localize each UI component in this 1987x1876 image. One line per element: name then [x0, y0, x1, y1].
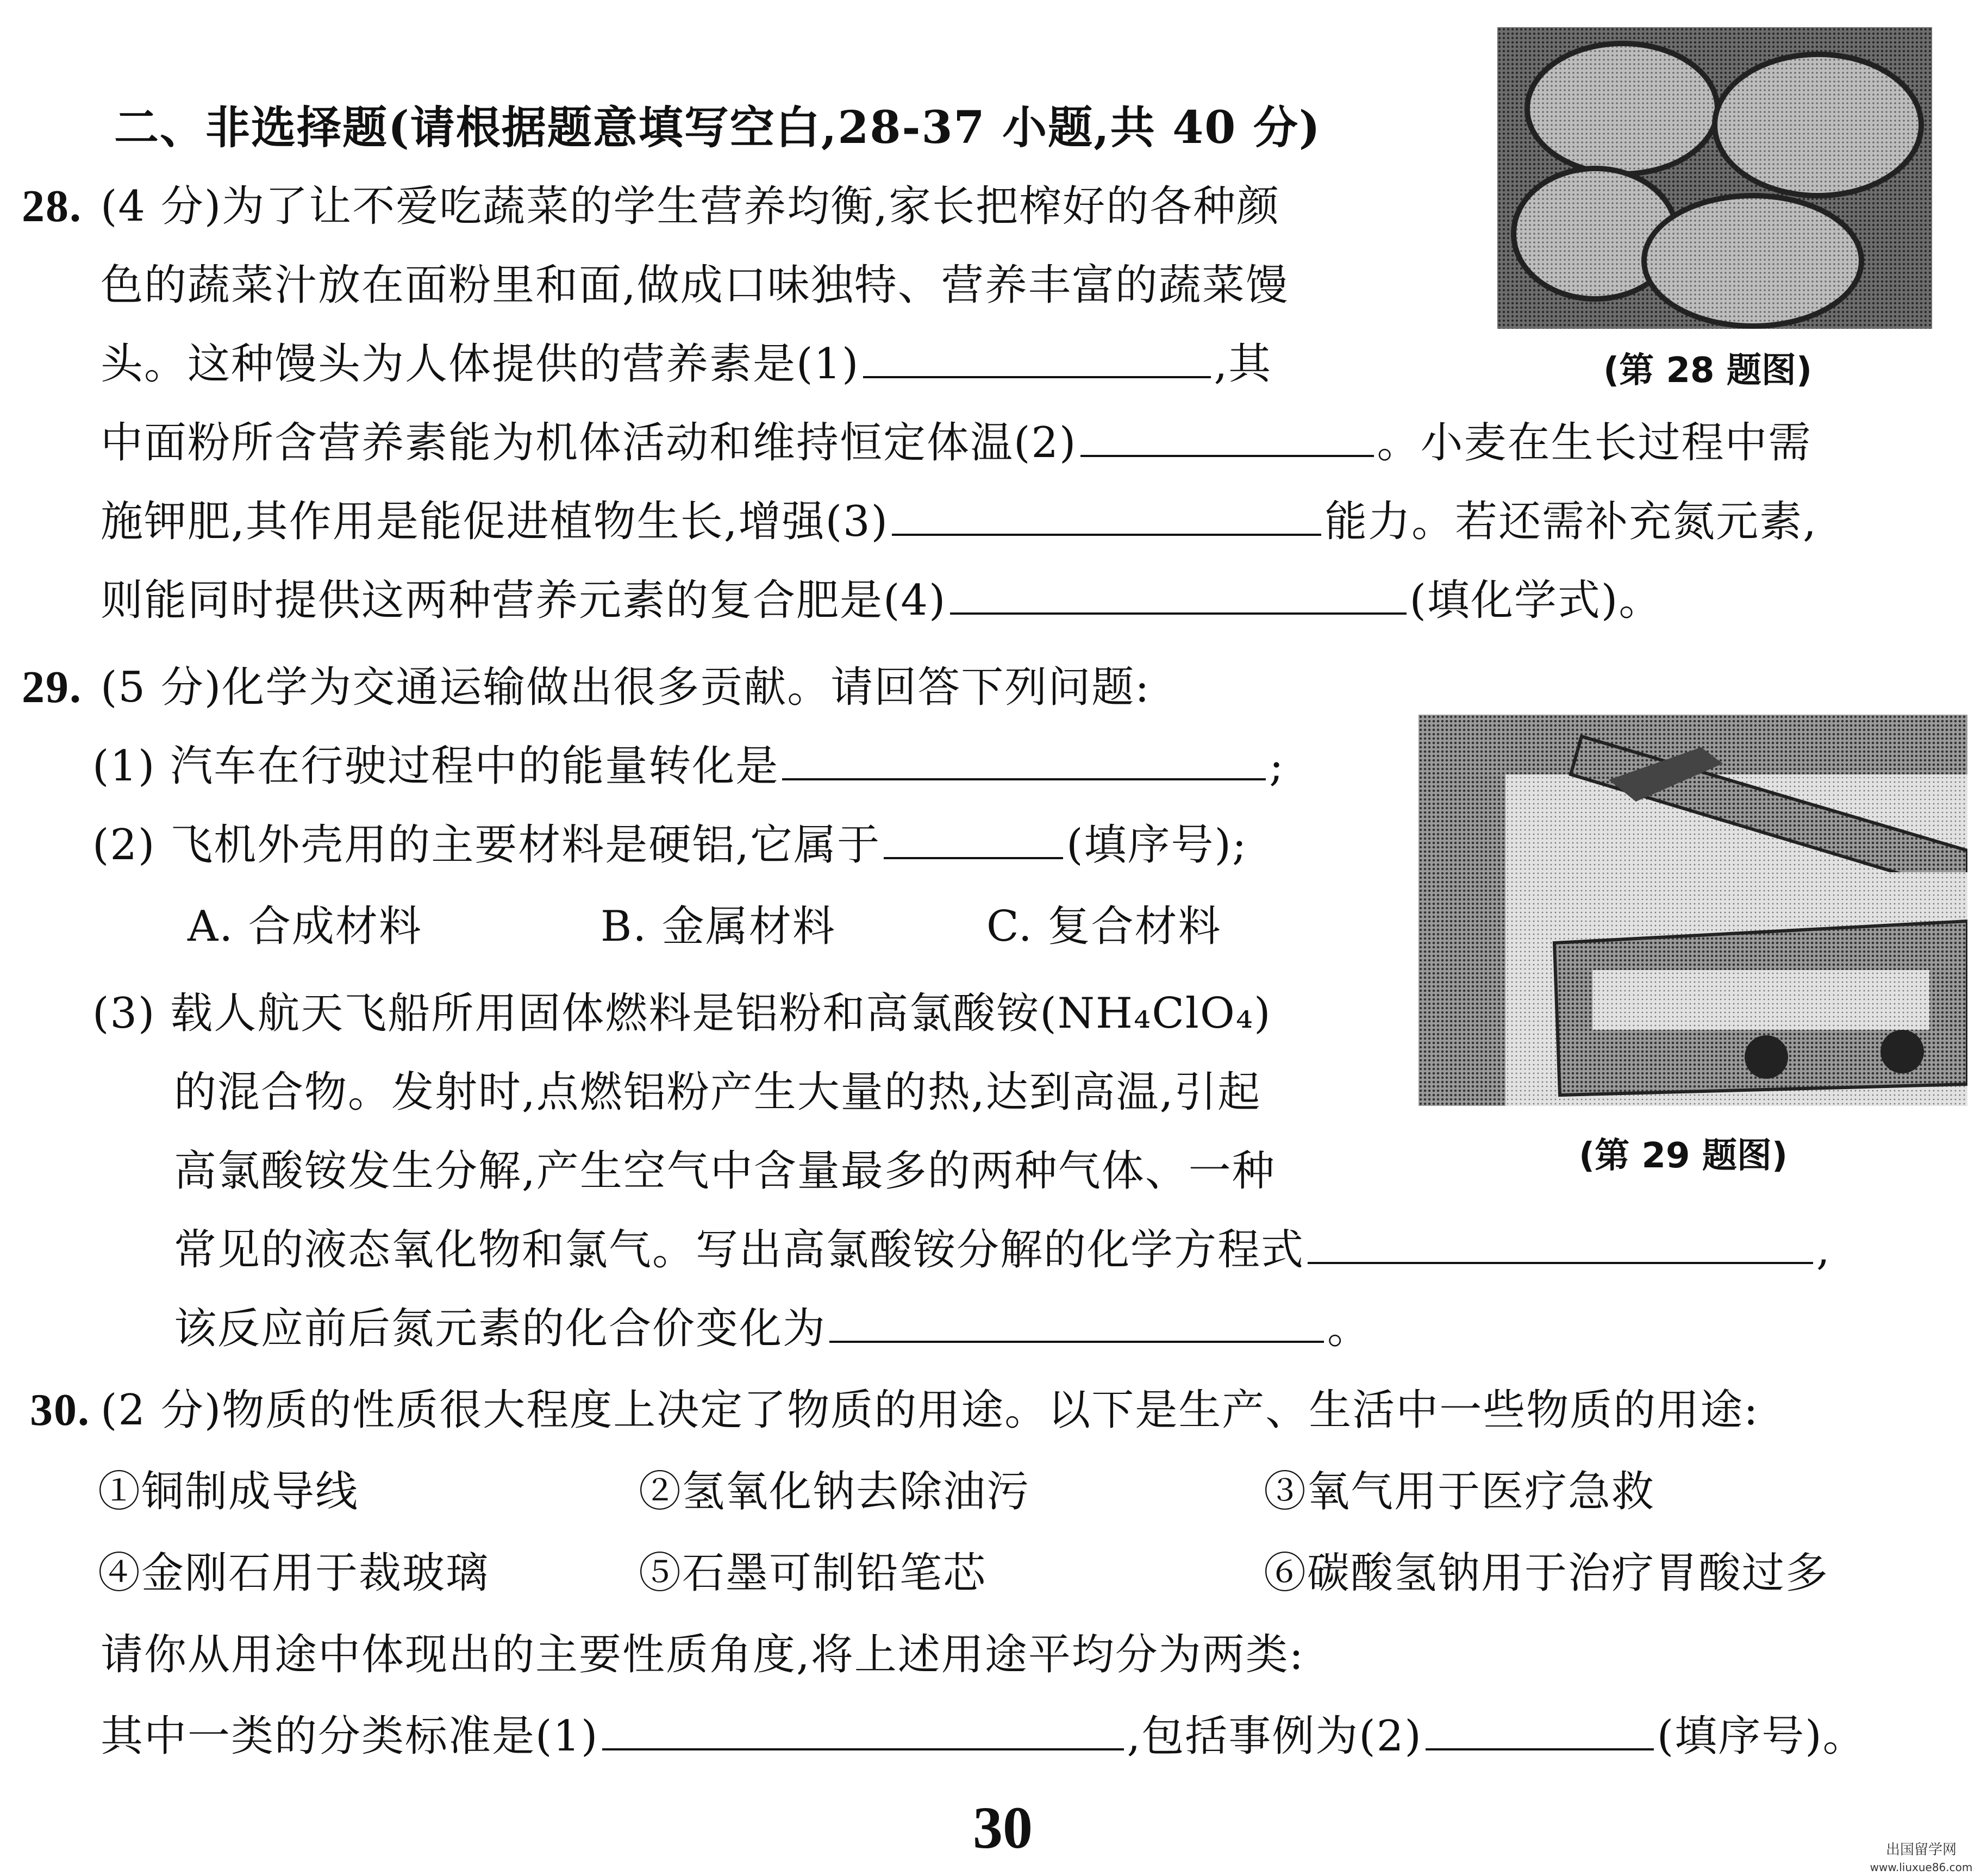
q30-last-line-c: (填序号)。: [1657, 1712, 1866, 1761]
q28-line-5: [101, 492, 1817, 552]
q29-part-3-line-4: [174, 1220, 1831, 1280]
q28-line-3-text: 头。这种馒头为人体提供的营养素是(1): [101, 340, 860, 389]
q28-line-3-end: ,其: [1214, 340, 1272, 389]
watermark-line-2: www.liuxue86.com: [1870, 1861, 1973, 1874]
q29-part-3-line-5-end: 。: [1327, 1304, 1371, 1353]
q29-part-3-line-1: (3) 载人航天飞船所用固体燃料是铝粉和高氯酸铵(NH₄ClO₄): [92, 989, 1272, 1038]
figure-29-caption: (第 29 题图): [1579, 1136, 1788, 1176]
q28-number: 28.: [22, 181, 82, 232]
q29-intro: (5 分)化学为交通运输做出很多贡献。请回答下列问题:: [101, 663, 1151, 712]
q30-use-5: ⑤石墨可制铅笔芯: [639, 1549, 987, 1598]
q30-use-3: ③氧气用于医疗急救: [1264, 1467, 1655, 1516]
q29-blank-2[interactable]: [884, 819, 1063, 859]
q29-part-3-line-3: 高氯酸铵发生分解,产生空气中含量最多的两种气体、一种: [174, 1147, 1276, 1196]
q30-use-6: ⑥碳酸氢钠用于治疗胃酸过多: [1264, 1549, 1829, 1598]
steamed-buns-image: [1497, 27, 1932, 329]
q29-number: 29.: [22, 662, 82, 712]
q28-blank-1[interactable]: [863, 338, 1211, 378]
q30-instruction: 请你从用途中体现出的主要性质角度,将上述用途平均分为两类:: [101, 1630, 1305, 1679]
q30-intro: (2 分)物质的性质很大程度上决定了物质的用途。以下是生产、生活中一些物质的用途:: [101, 1386, 1759, 1435]
q30-last-line-b: ,包括事例为(2): [1127, 1712, 1422, 1761]
q29-part-2-text: (2) 飞机外壳用的主要材料是硬铝,它属于: [92, 821, 881, 870]
section-title: 二、非选择题(请根据题意填写空白,28-37 小题,共 40 分): [114, 102, 1321, 154]
q30-last-line-a: 其中一类的分类标准是(1): [101, 1712, 599, 1761]
q29-part-1-end: ;: [1269, 742, 1285, 791]
figure-28-photo: [1497, 27, 1932, 329]
watermark: [1859, 1841, 1984, 1876]
q28-line-6-end: (填化学式)。: [1409, 576, 1663, 625]
q28-blank-3[interactable]: [892, 496, 1321, 536]
q28-line-1: (4 分)为了让不爱吃蔬菜的学生营养均衡,家长把榨好的各种颜: [101, 182, 1280, 231]
q29-option-a: A. 合成材料: [188, 902, 422, 951]
q28-line-6: [101, 571, 1662, 630]
q29-part-1: [92, 736, 1285, 796]
q29-part-2: [92, 815, 1247, 875]
q28-blank-4[interactable]: [950, 574, 1407, 615]
q29-part-3-line-4-text: 常见的液态氧化物和氯气。写出高氯酸铵分解的化学方程式: [174, 1225, 1305, 1274]
q30-use-2: ②氢氧化钠去除油污: [639, 1467, 1030, 1516]
q29-part-3-line-5: [174, 1299, 1371, 1359]
q28-line-4: [101, 413, 1812, 473]
watermark-line-1: 出国留学网: [1885, 1842, 1957, 1858]
q30-use-1: ①铜制成导线: [98, 1467, 359, 1516]
q29-blank-1[interactable]: [782, 740, 1266, 780]
q29-blank-4[interactable]: [829, 1303, 1324, 1343]
q28-line-5-text: 施钾肥,其作用是能促进植物生长,增强(3): [101, 497, 889, 546]
q29-part-1-text: (1) 汽车在行驶过程中的能量转化是: [92, 742, 779, 791]
q30-last-line: [101, 1706, 1866, 1766]
q29-option-b: B. 金属材料: [601, 902, 836, 951]
figure-29-photo: [1419, 715, 1967, 1106]
q28-line-3: [101, 334, 1272, 394]
q30-blank-1[interactable]: [602, 1710, 1124, 1750]
q30-number: 30.: [30, 1385, 90, 1435]
q29-part-2-end: (填序号);: [1066, 821, 1248, 870]
q29-part-3-line-4-end: ,: [1816, 1225, 1831, 1274]
q28-line-4-end: 。小麦在生长过程中需: [1377, 418, 1812, 467]
q28-blank-2[interactable]: [1080, 417, 1374, 457]
q28-line-2: 色的蔬菜汁放在面粉里和面,做成口味独特、营养丰富的蔬菜馒: [101, 261, 1289, 310]
q29-option-c: C. 复合材料: [986, 902, 1222, 951]
q28-line-6-text: 则能同时提供这两种营养元素的复合肥是(4): [101, 576, 947, 625]
q29-blank-3[interactable]: [1308, 1224, 1813, 1264]
q29-part-3-line-5-text: 该反应前后氮元素的化合价变化为: [174, 1304, 827, 1353]
figure-28-caption: (第 28 题图): [1603, 351, 1813, 391]
q30-use-4: ④金刚石用于裁玻璃: [98, 1549, 490, 1598]
page-number: 30: [973, 1794, 1033, 1861]
q28-line-5-end: 能力。若还需补充氮元素,: [1324, 497, 1817, 546]
q29-part-3-line-2: 的混合物。发射时,点燃铝粉产生大量的热,达到高温,引起: [174, 1068, 1261, 1117]
q30-blank-2[interactable]: [1426, 1710, 1654, 1750]
q28-line-4-text: 中面粉所含营养素能为机体活动和维持恒定体温(2): [101, 418, 1077, 467]
transport-image: [1419, 715, 1967, 1106]
